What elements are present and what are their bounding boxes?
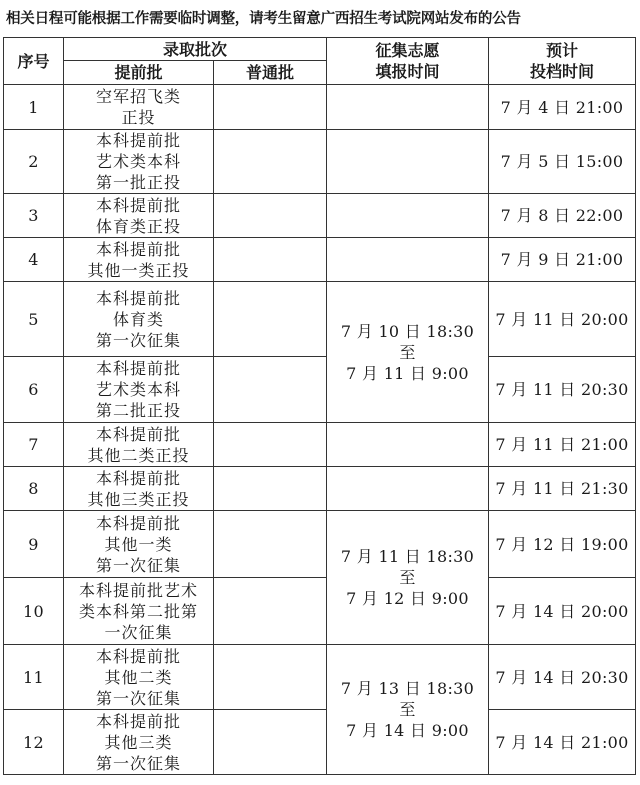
row-seq: 10 [4, 578, 64, 645]
row-solicit-time [327, 467, 489, 511]
row-early-batch-line: 一次征集 [104, 622, 173, 642]
row-solicit-time [327, 194, 489, 238]
row-early-batch [64, 85, 214, 130]
row-seq: 12 [4, 710, 64, 775]
row-early-batch [64, 357, 214, 423]
row-solicit-time-line: 7 月 12 日 9:00 [346, 589, 469, 608]
table-row [4, 85, 636, 130]
row-early-batch-line: 类本科第二批第 [78, 601, 198, 621]
row-normal-batch [214, 645, 327, 710]
row-seq: 4 [4, 238, 64, 282]
row-normal-batch [214, 85, 327, 130]
row-seq: 11 [4, 645, 64, 710]
row-eta: 7 月 11 日 20:30 [489, 357, 636, 423]
row-normal-batch [214, 511, 327, 578]
table-row [4, 238, 636, 282]
row-early-batch [64, 645, 214, 710]
row-early-batch [64, 130, 214, 194]
header-eta-line-2: 投档时间 [530, 62, 595, 81]
header-solicit-line-1: 征集志愿 [375, 41, 440, 60]
row-solicit-time [327, 645, 489, 775]
row-early-batch-line: 艺术类本科 [95, 152, 181, 171]
row-early-batch-line: 本科提前批 [95, 288, 181, 308]
row-early-batch-line: 本科提前批 [95, 131, 181, 150]
row-early-batch-line: 第二批正投 [95, 401, 181, 420]
row-early-batch-line: 本科提前批 [95, 711, 181, 731]
table-row [4, 511, 636, 578]
row-seq: 6 [4, 357, 64, 423]
row-early-batch-line: 本科提前批 [95, 359, 181, 378]
admission-schedule-table [3, 37, 636, 775]
row-normal-batch [214, 357, 327, 423]
header-eta-line-1: 预计 [546, 41, 579, 60]
table-row [4, 130, 636, 194]
row-early-batch [64, 194, 214, 238]
table-header-row [4, 38, 636, 61]
header-solicit-line-2: 填报时间 [375, 62, 440, 81]
row-eta: 7 月 14 日 20:00 [489, 578, 636, 645]
row-early-batch-line: 其他三类正投 [87, 489, 190, 509]
row-eta: 7 月 5 日 15:00 [489, 130, 636, 194]
row-early-batch-line: 正投 [121, 108, 156, 127]
header-normal-batch: 普通批 [214, 61, 327, 85]
row-normal-batch [214, 130, 327, 194]
row-early-batch-line: 艺术类本科 [95, 380, 181, 399]
table-row [4, 710, 636, 775]
row-seq: 3 [4, 194, 64, 238]
header-seq: 序号 [4, 38, 64, 85]
row-solicit-time [327, 130, 489, 194]
row-eta: 7 月 9 日 21:00 [489, 238, 636, 282]
row-seq: 7 [4, 423, 64, 467]
row-early-batch-line: 本科提前批 [95, 239, 181, 259]
row-normal-batch [214, 282, 327, 357]
row-solicit-time [327, 423, 489, 467]
row-normal-batch [214, 467, 327, 511]
row-early-batch-line: 其他二类 [104, 667, 173, 687]
row-normal-batch [214, 710, 327, 775]
header-eta [489, 38, 636, 85]
header-solicit-time [327, 38, 489, 85]
row-early-batch-line: 其他一类正投 [87, 260, 190, 280]
row-early-batch [64, 282, 214, 357]
row-solicit-time [327, 282, 489, 423]
row-early-batch-line: 本科提前批 [95, 195, 181, 215]
row-solicit-time [327, 238, 489, 282]
row-eta: 7 月 4 日 21:00 [489, 85, 636, 130]
table-row [4, 578, 636, 645]
row-solicit-time-line: 7 月 11 日 9:00 [346, 363, 469, 383]
row-seq: 5 [4, 282, 64, 357]
row-early-batch-line: 本科提前批艺术 [78, 580, 198, 600]
row-early-batch-line: 体育类正投 [95, 216, 181, 236]
row-early-batch-line: 第一次征集 [95, 688, 181, 708]
row-early-batch [64, 423, 214, 467]
row-early-batch-line: 本科提前批 [95, 424, 181, 444]
row-eta: 7 月 14 日 21:00 [489, 710, 636, 775]
row-solicit-time-line: 7 月 11 日 18:30 [340, 547, 475, 566]
row-early-batch-line: 第一次征集 [95, 753, 181, 773]
row-early-batch-line: 本科提前批 [95, 513, 181, 533]
row-seq: 8 [4, 467, 64, 511]
row-early-batch-line: 第一批正投 [95, 173, 181, 192]
row-eta: 7 月 8 日 22:00 [489, 194, 636, 238]
row-early-batch-line: 其他三类 [104, 732, 173, 752]
row-solicit-time-line: 至 [399, 568, 416, 587]
row-early-batch [64, 710, 214, 775]
row-seq: 2 [4, 130, 64, 194]
row-early-batch-line: 本科提前批 [95, 468, 181, 488]
row-normal-batch [214, 238, 327, 282]
header-batch: 录取批次 [64, 38, 327, 61]
table-row [4, 194, 636, 238]
notice-text: 相关日程可能根据工作需要临时调整，请考生留意广西招生考试院网站发布的公告 [6, 11, 521, 27]
row-early-batch-line: 空军招飞类 [95, 87, 181, 106]
row-seq: 9 [4, 511, 64, 578]
table-row [4, 357, 636, 423]
row-normal-batch [214, 578, 327, 645]
row-eta: 7 月 11 日 21:30 [489, 467, 636, 511]
row-solicit-time-line: 至 [399, 700, 416, 719]
row-early-batch-line: 其他二类正投 [87, 445, 190, 465]
row-early-batch [64, 467, 214, 511]
row-early-batch [64, 511, 214, 578]
row-solicit-time-line: 7 月 14 日 9:00 [346, 721, 469, 740]
row-early-batch-line: 体育类 [112, 309, 164, 329]
row-early-batch-line: 第一次征集 [95, 555, 181, 575]
row-solicit-time-line: 至 [399, 342, 416, 362]
table-row [4, 282, 636, 357]
row-early-batch-line: 其他一类 [104, 534, 173, 554]
row-eta: 7 月 11 日 21:00 [489, 423, 636, 467]
row-solicit-time-line: 7 月 13 日 18:30 [340, 679, 475, 698]
table-row [4, 645, 636, 710]
row-eta: 7 月 11 日 20:00 [489, 282, 636, 357]
row-eta: 7 月 12 日 19:00 [489, 511, 636, 578]
row-solicit-time [327, 511, 489, 645]
row-early-batch [64, 238, 214, 282]
row-seq: 1 [4, 85, 64, 130]
row-eta: 7 月 14 日 20:30 [489, 645, 636, 710]
row-early-batch [64, 578, 214, 645]
row-solicit-time [327, 85, 489, 130]
row-early-batch-line: 第一次征集 [95, 330, 181, 350]
table-row [4, 423, 636, 467]
header-early-batch: 提前批 [64, 61, 214, 85]
table-row [4, 467, 636, 511]
row-solicit-time-line: 7 月 10 日 18:30 [340, 321, 475, 341]
row-normal-batch [214, 194, 327, 238]
row-normal-batch [214, 423, 327, 467]
row-early-batch-line: 本科提前批 [95, 646, 181, 666]
